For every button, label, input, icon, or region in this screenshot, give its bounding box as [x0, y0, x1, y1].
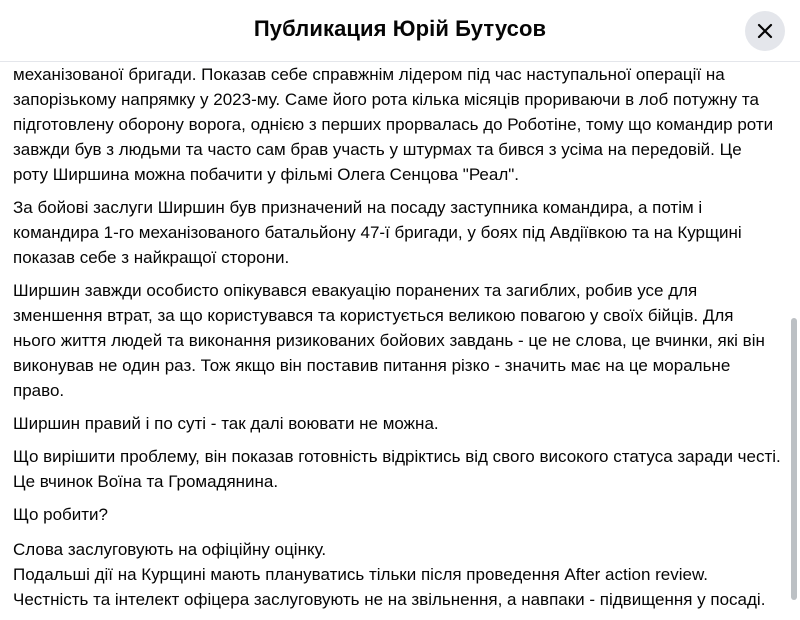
post-paragraph: За бойові заслуги Ширшин був призначений на посаду заступника командира, а потім і командира 1-го механізованого батальйону 47-ї бригади, у боях під Авдіївкою та на Курщині показав себе з найкращої сторони.: [13, 198, 742, 267]
post-line: Подальші дії на Курщині мають плануватись тільки після проведення After action review.: [13, 565, 709, 584]
post-paragraph: Ширшин завжди особисто опікувався евакуацію поранених та загиблих, робив усе для зменшення втрат, за що користувався та користується великою повагою у своїх бійців. Для нього життя людей та виконання ризикованих бойових завдань - це не слова, це вчинки, які він виконував не один раз. Тож якщо він поставив питання різко - значить має на це моральне право.: [13, 281, 765, 400]
post-paragraph: Що робити?: [13, 505, 108, 524]
close-icon: [757, 23, 773, 39]
dialog-title: Публикация Юрій Бутусов: [253, 16, 547, 41]
post-line: Слова заслуговують на офіційну оцінку.: [13, 540, 327, 559]
post-final-paragraph: [13, 537, 781, 612]
post-body: [13, 62, 781, 620]
dialog-header: [0, 0, 800, 62]
post-paragraph: механізованої бригади. Показав себе справжнім лідером під час наступальної операції на запорізькому напрямку у 2023-му. Саме його рота кілька місяців прориваючи в лоб потужну та підготовлену оборону ворога, однією з перших прорвалась до Роботіне, тому що командир роти завжди був з людьми та часто сам брав участь у штурмах та бився з усіма на передовій. Це роту Ширшина можна побачити у фільмі Олега Сенцова "Реал".: [13, 65, 774, 184]
post-line: Честність та інтелект офіцера заслуговують не на звільнення, а навпаки - підвищення у посаді.: [13, 590, 766, 609]
close-button[interactable]: [745, 11, 785, 51]
post-paragraph: Що вирішити проблему, він показав готовність відріктись від свого високого статуса заради честі. Це вчинок Воїна та Громадянина.: [13, 447, 781, 491]
scrollbar-thumb[interactable]: [791, 318, 797, 600]
post-paragraph: Ширшин правий і по суті - так далі воювати не можна.: [13, 414, 439, 433]
